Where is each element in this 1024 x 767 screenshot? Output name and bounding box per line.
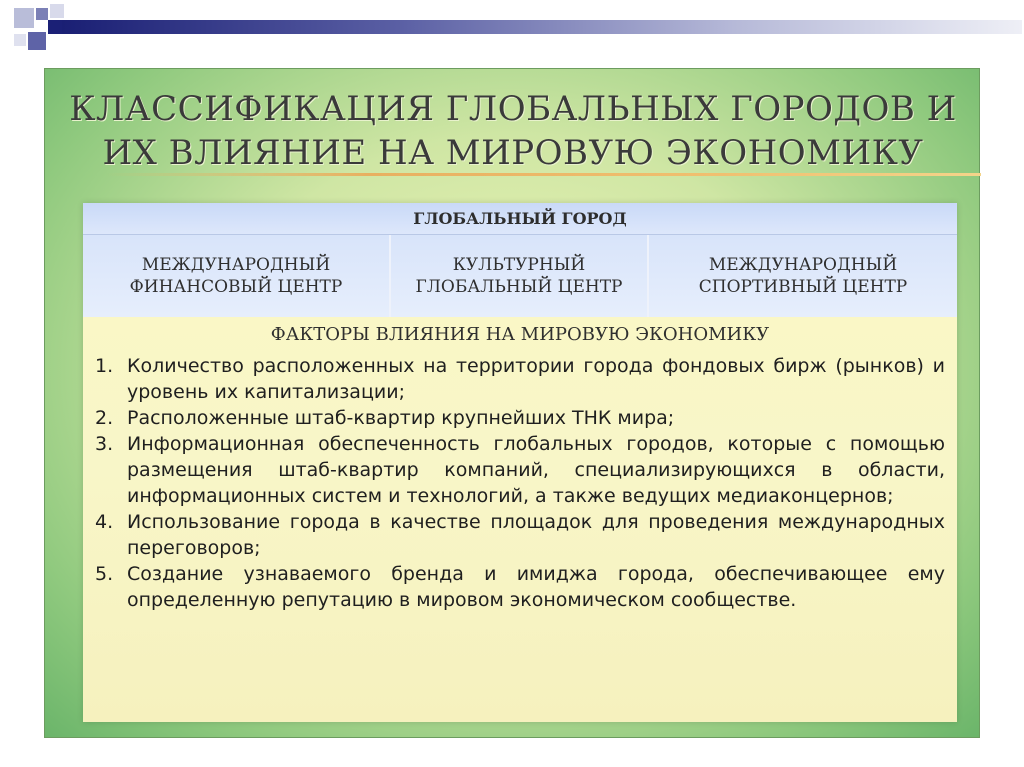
list-item bbox=[95, 431, 945, 509]
slide-panel bbox=[44, 68, 980, 738]
center-cell-cultural bbox=[391, 235, 649, 317]
list-item-number: 4. bbox=[95, 511, 114, 533]
decor-square bbox=[14, 34, 26, 46]
slide-title bbox=[45, 87, 981, 175]
list-item-number: 5. bbox=[95, 563, 114, 585]
centers-row bbox=[83, 235, 957, 317]
list-item-text: Расположенные штаб-квартир крупнейших ТНК мира; bbox=[127, 407, 675, 429]
center-label: МЕЖДУНАРОДНЫЙ bbox=[141, 255, 331, 275]
decor-square bbox=[14, 8, 34, 28]
decor-square bbox=[48, 20, 62, 34]
center-label: ФИНАНСОВЫЙ ЦЕНТР bbox=[129, 277, 343, 297]
global-city-table bbox=[83, 203, 957, 722]
center-cell-sports bbox=[649, 235, 957, 317]
list-item-text: Количество расположенных на территории города фондовых бирж (рынков) и уровень их капитализации; bbox=[127, 355, 945, 403]
decor-square bbox=[28, 32, 46, 50]
list-item bbox=[95, 561, 945, 613]
list-item bbox=[95, 509, 945, 561]
list-item-number: 1. bbox=[95, 355, 114, 377]
factors-title: ФАКТОРЫ ВЛИЯНИЯ НА МИРОВУЮ ЭКОНОМИКУ bbox=[270, 324, 770, 345]
list-item-number: 2. bbox=[95, 407, 114, 429]
list-item-text: Создание узнаваемого бренда и имиджа города, обеспечивающее ему определенную репутацию в мировом экономическом сообществе. bbox=[127, 563, 945, 611]
list-item-text: Информационная обеспеченность глобальных городов, которые с помощью размещения штаб-квартир компаний, специализирующихся в области, информационных систем и технологий, а также ведущих медиаконцернов; bbox=[127, 433, 945, 507]
center-label: КУЛЬТУРНЫЙ bbox=[452, 255, 586, 275]
decor-square bbox=[36, 8, 48, 20]
center-cell-financial bbox=[83, 235, 391, 317]
table-header: ГЛОБАЛЬНЫЙ ГОРОД bbox=[83, 203, 957, 235]
title-underline bbox=[105, 173, 981, 176]
factors-list bbox=[95, 353, 945, 613]
center-label: ГЛОБАЛЬНЫЙ ЦЕНТР bbox=[415, 277, 623, 297]
header-gradient-bar bbox=[62, 20, 1022, 34]
list-item bbox=[95, 353, 945, 405]
list-item-number: 3. bbox=[95, 433, 114, 455]
list-item bbox=[95, 405, 945, 431]
center-label: МЕЖДУНАРОДНЫЙ bbox=[708, 255, 898, 275]
slide-title-line1: КЛАССИФИКАЦИЯ ГЛОБАЛЬНЫХ ГОРОДОВ И bbox=[69, 89, 957, 129]
decor-square bbox=[50, 4, 64, 18]
list-item-text: Использование города в качестве площадок для проведения международных переговоров; bbox=[127, 511, 945, 559]
center-label: СПОРТИВНЫЙ ЦЕНТР bbox=[698, 277, 908, 297]
slide-title-line2: ИХ ВЛИЯНИЕ НА МИРОВУЮ ЭКОНОМИКУ bbox=[102, 133, 924, 173]
